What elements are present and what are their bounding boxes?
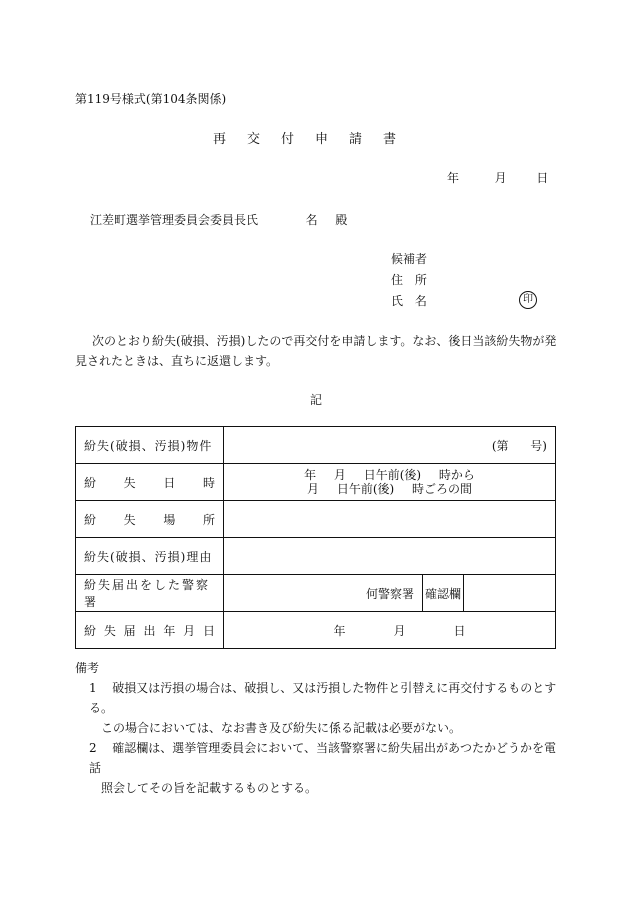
note-item-1 <box>75 678 565 718</box>
confirm-field[interactable] <box>464 575 555 611</box>
row-label-reason: 紛失(破損、汚損)理由 <box>76 538 224 575</box>
report-day: 日 <box>453 623 466 638</box>
row-label-place: 紛 失 場 所 <box>76 501 224 538</box>
row-label-police: 紛失届出をした警察署 <box>76 575 224 612</box>
reason-value-field[interactable] <box>224 538 556 575</box>
applicant-candidate-label: 候補者 <box>391 252 428 266</box>
report-month: 月 <box>393 623 406 638</box>
addressee-name: 江差町選挙管理委員会委員長氏 <box>90 213 259 227</box>
page-title: 再交付申請書 <box>212 132 417 147</box>
note-1-continuation: この場合においては、なお書き及び紛失に係る記載は必要がない。 <box>101 721 462 735</box>
notes-section <box>75 658 565 798</box>
ki-heading: 記 <box>310 393 323 407</box>
applicant-name-label: 氏 名 <box>391 294 431 308</box>
addressee-honorific: 殿 <box>335 213 348 227</box>
table-row <box>76 501 556 538</box>
report-date-field[interactable] <box>224 612 556 649</box>
notes-heading: 備考 <box>75 661 100 675</box>
confirm-label-cell <box>423 575 464 611</box>
addressee-mei: 名 <box>305 213 318 227</box>
form-number: 第119号様式(第104条関係) <box>75 92 227 106</box>
table-row <box>76 464 556 501</box>
addressee <box>90 211 347 228</box>
table-row <box>76 427 556 464</box>
note-2-continuation: 照会してその旨を記載するものとする。 <box>101 781 318 795</box>
applicant-address-label: 住 所 <box>391 273 431 287</box>
date-day: 日 <box>536 171 549 185</box>
note-2-number: 2 <box>89 741 97 755</box>
table-row <box>76 612 556 649</box>
date-year: 年 <box>447 171 460 185</box>
note-1-text: 破損又は汚損の場合は、破損し、又は汚損した物件と引替えに再交付するものとする。 <box>89 681 557 715</box>
seal-mark: 印 <box>519 291 537 309</box>
application-table <box>75 426 556 649</box>
confirm-label: 確認欄 <box>424 586 461 601</box>
item-number-text: (第 号) <box>491 438 547 453</box>
body-text-line2: 見されたときは、直ちに返還します。 <box>75 354 279 368</box>
date-line <box>447 169 548 186</box>
datetime-value-field[interactable] <box>224 464 556 501</box>
note-1-number: 1 <box>89 681 97 695</box>
police-station-text: 何警察署 <box>365 586 414 601</box>
row-label-report-date: 紛 失 届 出 年 月 日 <box>76 612 224 649</box>
item-value-field[interactable] <box>224 427 556 464</box>
table-row <box>76 538 556 575</box>
body-text-line1: 次のとおり紛失(破損、汚損)したので再交付を申請します。なお、後日当該紛失物が発 <box>92 334 557 348</box>
police-station-field[interactable] <box>224 575 423 611</box>
row-label-item: 紛失(破損、汚損)物件 <box>76 427 224 464</box>
datetime-line1: 年 月 日午前(後) 時から <box>304 468 475 482</box>
date-month: 月 <box>494 171 507 185</box>
report-year: 年 <box>333 623 346 638</box>
table-row <box>76 575 556 612</box>
place-value-field[interactable] <box>224 501 556 538</box>
police-cell <box>224 575 556 612</box>
note-item-2 <box>75 738 565 778</box>
datetime-line2: 月 日午前(後) 時ごろの間 <box>307 482 472 496</box>
note-2-text: 確認欄は、選挙管理委員会において、当該警察署に紛失届出があつたかどうかを電話 <box>89 741 557 775</box>
row-label-datetime: 紛 失 日 時 <box>76 464 224 501</box>
